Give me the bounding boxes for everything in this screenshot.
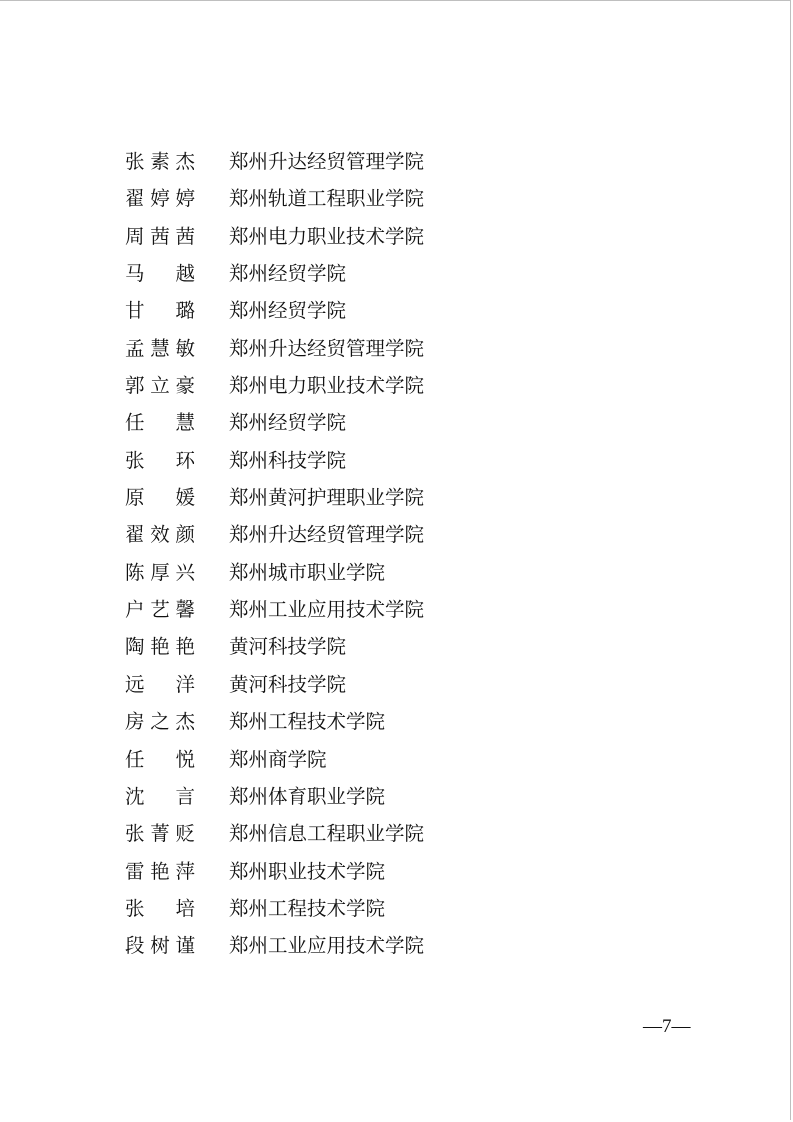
person-name: 户艺馨: [125, 598, 195, 622]
list-item: [125, 404, 485, 441]
person-name: 孟慧敏: [125, 336, 195, 360]
person-name: 段树谨: [125, 934, 195, 958]
institution-name: 郑州升达经贸管理学院: [229, 336, 425, 360]
person-name: 甘璐: [125, 299, 195, 323]
name-list: [125, 143, 485, 965]
person-name: 沈言: [125, 784, 195, 808]
person-name: 陶艳艳: [125, 635, 195, 659]
list-item: [125, 479, 485, 516]
list-item: [125, 367, 485, 404]
institution-name: 郑州商学院: [229, 747, 327, 771]
person-name: 任悦: [125, 747, 195, 771]
person-name: 任慧: [125, 411, 195, 435]
person-name: 雷艳萍: [125, 859, 195, 883]
list-item: [125, 853, 485, 890]
institution-name: 郑州电力职业技术学院: [229, 374, 425, 398]
person-name: 张环: [125, 448, 195, 472]
institution-name: 郑州工业应用技术学院: [229, 598, 425, 622]
institution-name: 黄河科技学院: [229, 672, 347, 696]
list-item: [125, 927, 485, 964]
list-item: [125, 255, 485, 292]
institution-name: 郑州经贸学院: [229, 411, 347, 435]
person-name: 翟婷婷: [125, 187, 195, 211]
person-name: 周茜茜: [125, 224, 195, 248]
person-name: 房之杰: [125, 710, 195, 734]
person-name: 郭立豪: [125, 374, 195, 398]
institution-name: 郑州工程技术学院: [229, 896, 386, 920]
institution-name: 郑州职业技术学院: [229, 859, 386, 883]
institution-name: 郑州电力职业技术学院: [229, 224, 425, 248]
list-item: [125, 180, 485, 217]
list-item: [125, 554, 485, 591]
list-item: [125, 778, 485, 815]
institution-name: 郑州体育职业学院: [229, 784, 386, 808]
person-name: 马越: [125, 262, 195, 286]
institution-name: 黄河科技学院: [229, 635, 347, 659]
institution-name: 郑州工程技术学院: [229, 710, 386, 734]
list-item: [125, 292, 485, 329]
institution-name: 郑州升达经贸管理学院: [229, 523, 425, 547]
person-name: 原媛: [125, 486, 195, 510]
institution-name: 郑州工业应用技术学院: [229, 934, 425, 958]
institution-name: 郑州轨道工程职业学院: [229, 187, 425, 211]
person-name: 张培: [125, 896, 195, 920]
person-name: 翟效颜: [125, 523, 195, 547]
list-item: [125, 218, 485, 255]
person-name: 张素杰: [125, 150, 195, 173]
list-item: [125, 516, 485, 553]
list-item: [125, 591, 485, 628]
person-name: 陈厚兴: [125, 560, 195, 584]
list-item: [125, 890, 485, 927]
person-name: 张菁贬: [125, 822, 195, 846]
person-name: 远洋: [125, 672, 195, 696]
list-item: [125, 666, 485, 703]
institution-name: 郑州城市职业学院: [229, 560, 386, 584]
institution-name: 郑州经贸学院: [229, 299, 347, 323]
page-number: —7—: [643, 1016, 691, 1037]
list-item: [125, 330, 485, 367]
institution-name: 郑州黄河护理职业学院: [229, 486, 425, 510]
list-item: [125, 143, 485, 180]
list-item: [125, 815, 485, 852]
list-item: [125, 703, 485, 740]
institution-name: 郑州科技学院: [229, 448, 347, 472]
list-item: [125, 741, 485, 778]
list-item: [125, 628, 485, 665]
list-item: [125, 442, 485, 479]
institution-name: 郑州信息工程职业学院: [229, 822, 425, 846]
institution-name: 郑州升达经贸管理学院: [229, 150, 425, 173]
institution-name: 郑州经贸学院: [229, 262, 347, 286]
